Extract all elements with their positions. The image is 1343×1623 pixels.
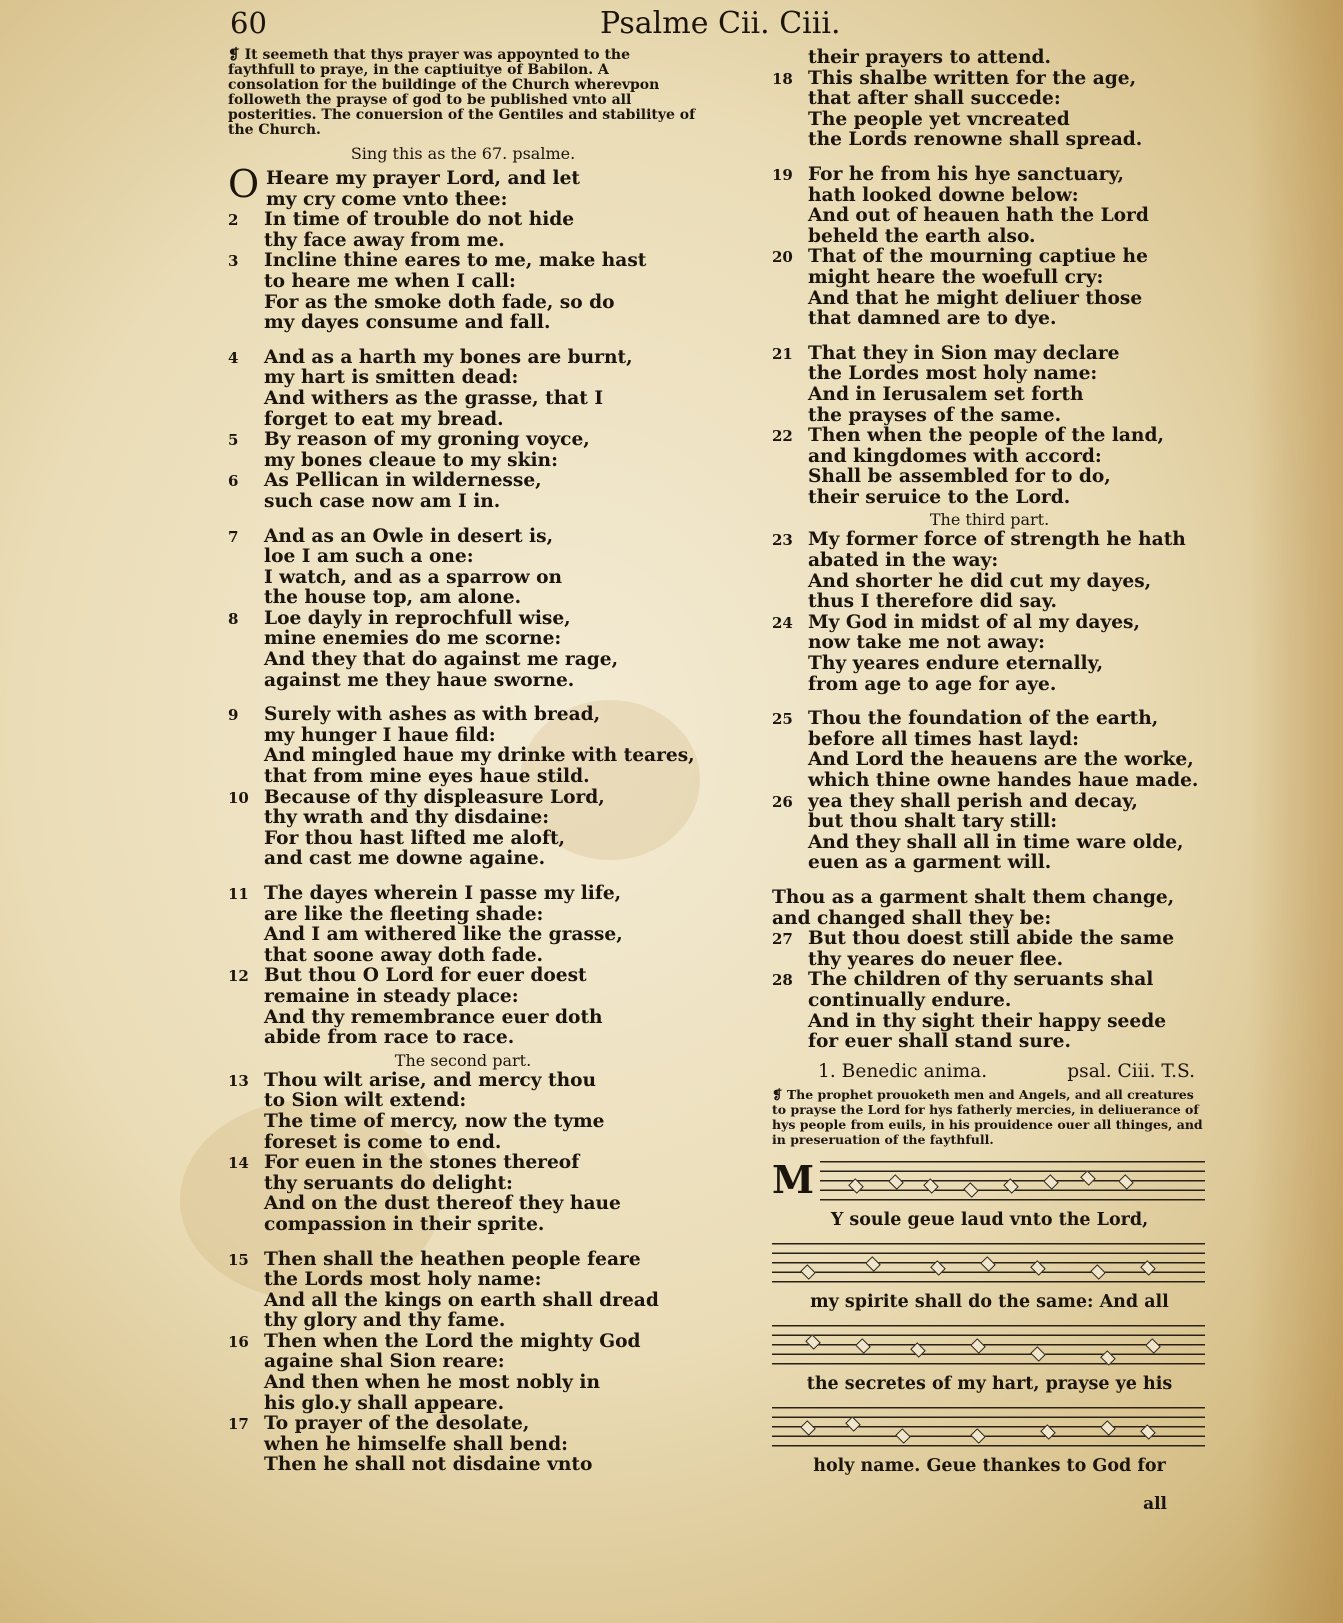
verse-text: For euen in the stones thereof thy seruants do delight: And on the dust thereof they haue compassion in their sprite.: [264, 1152, 621, 1235]
music-note: [895, 1428, 911, 1444]
psalm-argument: ❡ The prophet prouoketh men and Angels, and all creatures to prayse the Lord for hys fatherly mercies, in deliuerance of hys people from euils, in his prouidence ouer all thinges, and in preseruation of the faythfull.: [772, 1086, 1203, 1147]
verse-18: [772, 69, 1207, 151]
verse-text: yea they shall perish and decay, but thou shalt tary still: And they shall all in time ware olde, euen as a garment will.: [808, 790, 1184, 874]
verse-number: 27: [772, 930, 793, 949]
verse-text: Thou as a garment shalt them change, and changed shall they be:: [772, 886, 1175, 929]
verse-number: 17: [228, 1415, 249, 1434]
verse-number: 11: [228, 885, 249, 903]
verse-text: Because of thy displeasure Lord, thy wrath and thy disdaine: For thou hast lifted me aloft, and cast me downe againe.: [264, 786, 605, 870]
verse-text: Thou the foundation of the earth, before all times hast layd: And Lord the heauens are the worke, which thine owne handes haue made.: [808, 708, 1199, 791]
part-heading: The second part.: [394, 1050, 532, 1070]
music-note: [1140, 1260, 1156, 1276]
verse-text: To prayer of the desolate, when he himselfe shall bend: Then he shall not disdaine vnto: [264, 1413, 593, 1476]
music-note: [970, 1428, 986, 1444]
verse-number: 18: [772, 69, 793, 88]
verse-6: [228, 471, 698, 512]
verse-text: Incline thine eares to me, make hast to heare me when I call: For as the smoke doth fade, so do my dayes consume and fall.: [264, 250, 647, 334]
verse-23: [772, 530, 1207, 612]
left-column: [228, 48, 698, 1476]
music-staff: [772, 1325, 1205, 1365]
lyric-line-3: the secretes of my hart, prayse ye his: [806, 1373, 1173, 1394]
verse-text: Then when the people of the land, and kingdomes with accord: Shall be assembled for to do, their seruice to the Lord.: [808, 425, 1164, 508]
verse-number: 12: [228, 967, 249, 986]
verse-text: By reason of my groning voyce, my bones cleaue to my skin:: [264, 429, 590, 471]
lyric-line-4: holy name. Geue thankes to God for: [813, 1455, 1166, 1476]
verse-text: In time of trouble do not hide thy face away from me.: [264, 209, 575, 251]
verse-number: 25: [772, 710, 793, 729]
music-note: [1145, 1338, 1161, 1354]
verse-text: This shalbe written for the age, that after shall succede: The people yet vncreated the Lords renowne shall spread.: [808, 67, 1143, 151]
music-initial: M: [772, 1156, 815, 1202]
music-note: [1080, 1170, 1096, 1186]
music-note: [805, 1334, 821, 1350]
verse-24: [772, 613, 1207, 695]
verse-12: [228, 966, 698, 1048]
verse-text: And as an Owle in desert is, loe I am such a one: I watch, and as a sparrow on the house top, am alone.: [264, 525, 563, 609]
verse-26: [772, 792, 1207, 874]
verse-text: That they in Sion may declare the Lordes most holy name: And in Ierusalem set forth the prayses of the same.: [808, 342, 1120, 426]
verse-number: 19: [772, 165, 793, 184]
verse-text: And as a harth my bones are burnt, my hart is smitten dead: And withers as the grasse, that I forget to eat my bread.: [264, 346, 633, 430]
verse-text: My former force of strength he hath abated in the way: And shorter he did cut my dayes, thus I therefore did say.: [808, 529, 1186, 613]
verse-14: [228, 1153, 698, 1235]
verse-number: 21: [772, 344, 793, 363]
verse-number: 13: [228, 1071, 249, 1090]
music-note: [845, 1416, 861, 1432]
right-column: [772, 48, 1207, 1531]
tune-direction: Sing this as the 67. psalme.: [350, 144, 576, 163]
verse-text: Surely with ashes as with bread, my hunger I haue fild: And mingled haue my drinke with teares, that from mine eyes haue stild.: [264, 704, 695, 788]
verse-21: [772, 344, 1207, 426]
verse-text: The children of thy seruants shal continually endure. And in thy sight their happy seede for euer shall stand sure.: [808, 969, 1167, 1053]
lyric-line-2: my spirite shall do the same: And all: [810, 1291, 1169, 1312]
verse-3: [228, 251, 698, 333]
verse-9: [228, 705, 698, 787]
music-staff: [820, 1161, 1205, 1201]
verse-28: [772, 970, 1207, 1052]
verse-number: 23: [772, 531, 793, 550]
verse-17-continued: [772, 48, 1207, 69]
verse-text: But thou O Lord for euer doest remaine in steady place: And thy remembrance euer doth abide from race to race.: [264, 965, 603, 1049]
music-note: [1100, 1350, 1116, 1366]
catchword: all: [1143, 1493, 1167, 1514]
verse-number: 15: [228, 1250, 249, 1269]
verse-number: 22: [772, 427, 793, 446]
music-note: [888, 1174, 904, 1190]
music-note: [910, 1342, 926, 1358]
psalm-number: psal. Ciii. T.S.: [1067, 1060, 1195, 1082]
verse-number: 28: [772, 971, 793, 990]
running-title: Psalme Cii. Ciii.: [600, 6, 841, 41]
psalm-argument: ❡ It seemeth that thys prayer was appoynted to the faythfull to praye, in the captiuitye of Babilon. A consolation for the buildinge of the Church wherevpon followeth the prayse of god to be published vnto all posterities. The conuersion of the Gentiles and stabilitye of the Church.: [228, 47, 696, 138]
music-note: [1090, 1264, 1106, 1280]
verse-number: 10: [228, 788, 249, 807]
music-note: [1140, 1424, 1156, 1440]
music-system-3: [772, 1319, 1207, 1371]
verse-2: [228, 210, 698, 251]
music-note: [923, 1178, 939, 1194]
music-staff: [772, 1407, 1205, 1447]
music-note: [800, 1420, 816, 1436]
verse-22: [772, 426, 1207, 508]
verse-number: 7: [228, 527, 239, 546]
verse-text: their prayers to attend.: [808, 47, 1051, 68]
verse-number: 14: [228, 1154, 249, 1173]
verse-16: [228, 1332, 698, 1414]
music-note: [1118, 1174, 1134, 1190]
verse-15: [228, 1250, 698, 1332]
music-note: [1030, 1260, 1046, 1276]
verse-10: [228, 788, 698, 870]
verse-17: [228, 1414, 698, 1476]
verse-number: 2: [228, 211, 239, 230]
verse-number: 26: [772, 792, 793, 811]
verse-number: 16: [228, 1332, 249, 1351]
verse-5: [228, 430, 698, 471]
music-note: [1040, 1424, 1056, 1440]
verse-number: 6: [228, 472, 239, 491]
page-number: 60: [230, 6, 267, 40]
verse-text: Then when the Lord the mighty God againe shal Sion reare: And then when he most nobly in his glo.y shall appeare.: [264, 1330, 641, 1414]
verse-text: As Pellican in wildernesse, such case now am I in.: [264, 470, 542, 512]
verse-number: 3: [228, 252, 239, 271]
music-note: [1100, 1420, 1116, 1436]
music-note: [1030, 1346, 1046, 1362]
verse-number: 4: [228, 348, 239, 367]
verse-26-continued: [772, 888, 1207, 929]
verse-20: [772, 247, 1207, 329]
verse-27: [772, 929, 1207, 970]
music-note: [848, 1178, 864, 1194]
verse-13: [228, 1071, 698, 1153]
music-note: [963, 1182, 979, 1198]
drop-cap: O: [228, 162, 260, 206]
music-system-1: [772, 1155, 1207, 1207]
lyric-line-1: Y soule geue laud vnto the Lord,: [830, 1209, 1149, 1230]
verse-number: 20: [772, 248, 793, 267]
music-system-2: [772, 1237, 1207, 1289]
verse-text: My God in midst of al my dayes, now take me not away: Thy yeares endure eternally, from age to age for aye.: [808, 611, 1140, 695]
psalm-103-heading: [772, 1061, 1207, 1083]
page-edge-shadow: [1248, 0, 1343, 1623]
verse-number: 24: [772, 613, 793, 632]
verse-text: Then shall the heathen people feare the Lords most holy name: And all the kings on earth shall dread thy glory and thy fame.: [264, 1248, 659, 1332]
verse-19: [772, 165, 1207, 247]
verse-text: That of the mourning captiue he might heare the woefull cry: And that he might deliuer those that damned are to dye.: [808, 246, 1148, 330]
music-system-4: [772, 1401, 1207, 1453]
music-note: [930, 1260, 946, 1276]
music-note: [865, 1256, 881, 1272]
verse-4: [228, 348, 698, 430]
verse-number: 5: [228, 431, 239, 450]
verse-1: [228, 162, 698, 210]
verse-text: But thou doest still abide the same thy yeares do neuer flee.: [808, 928, 1175, 970]
music-staff: [772, 1243, 1205, 1283]
psalm-incipit: 1. Benedic anima.: [818, 1060, 988, 1082]
music-note: [970, 1338, 986, 1354]
verse-text: The dayes wherein I passe my life, are like the fleeting shade: And I am withered like the grasse, that soone away doth fade.: [264, 883, 623, 966]
verse-text: Thou wilt arise, and mercy thou to Sion wilt extend: The time of mercy, now the tyme foreset is come to end.: [264, 1069, 605, 1153]
music-note: [980, 1256, 996, 1272]
music-note: [1003, 1178, 1019, 1194]
verse-7: [228, 527, 698, 609]
music-note: [855, 1338, 871, 1354]
verse-text: Heare my prayer Lord, and let my cry come vnto thee:: [266, 168, 580, 210]
music-note: [1043, 1174, 1059, 1190]
verse-25: [772, 709, 1207, 791]
verse-text: Loe dayly in reprochfull wise, mine enemies do me scorne: And they that do against me rage, against me they haue sworne.: [264, 607, 619, 691]
verse-number: 9: [228, 706, 239, 725]
music-note: [800, 1264, 816, 1280]
verse-8: [228, 609, 698, 691]
verse-11: [228, 884, 698, 966]
part-heading: The third part.: [929, 510, 1050, 530]
verse-text: For he from his hye sanctuary, hath looked downe below: And out of heauen hath the Lord beheld the earth also.: [808, 163, 1149, 247]
verse-number: 8: [228, 609, 239, 628]
